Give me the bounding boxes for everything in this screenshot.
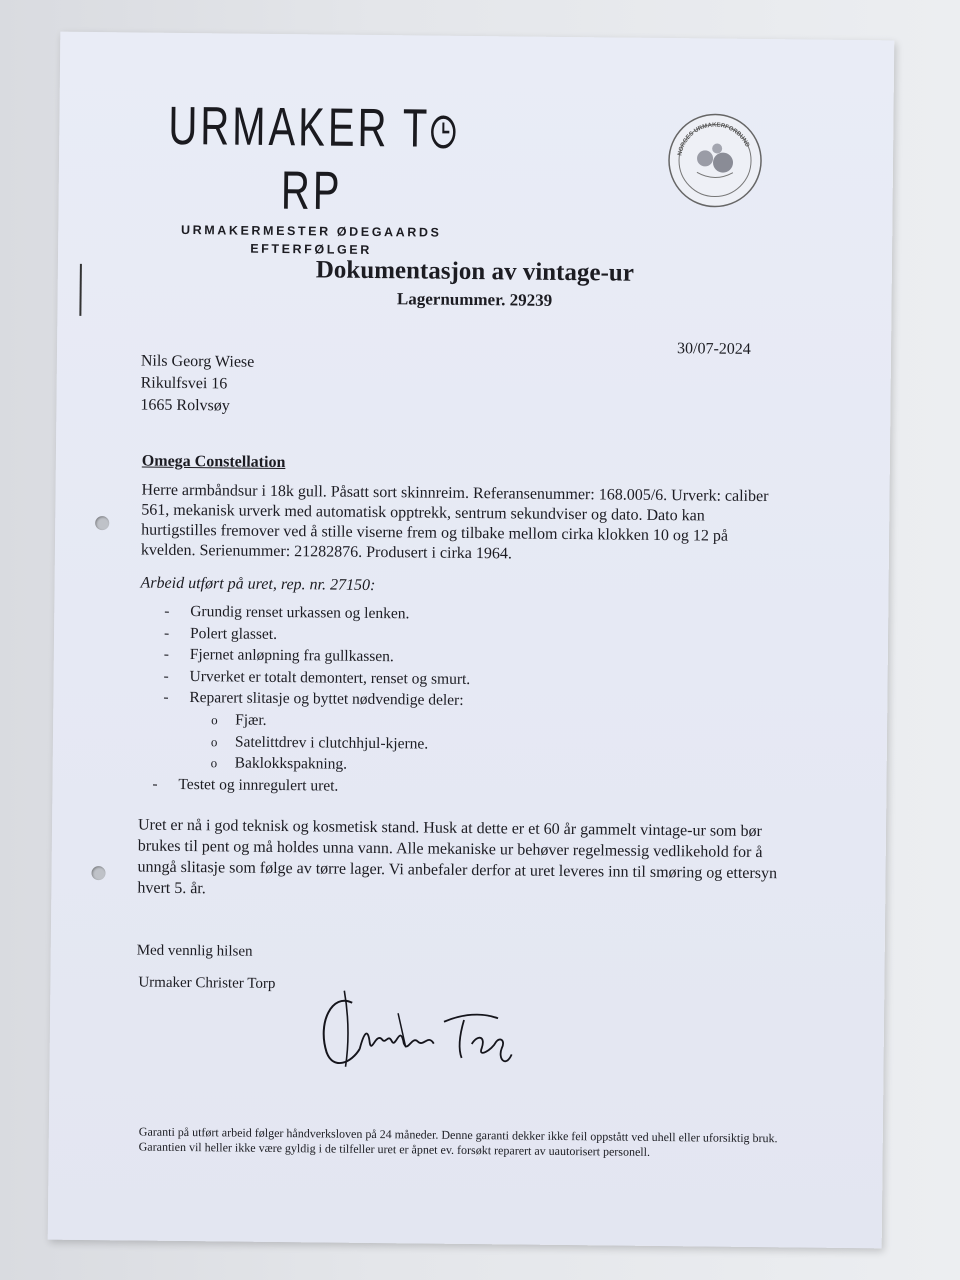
- list-item: - Reparert slitasje og byttet nødvendige deler:: [163, 689, 464, 710]
- greeting: Med vennlig hilsen: [136, 942, 253, 960]
- recipient-postal: 1665 Rolvsøy: [140, 396, 230, 415]
- brand-text: URMAKER T: [168, 96, 431, 159]
- recipient-name: Nils Georg Wiese: [140, 352, 255, 371]
- subtitle-line-1: URMAKERMESTER ØDEGAARDS: [180, 222, 442, 240]
- part-item: o Baklokkspakning.: [210, 754, 348, 773]
- punch-hole: [91, 866, 105, 880]
- recipient-address: [140, 351, 254, 418]
- list-item: - Fjernet anløpning fra gullkassen.: [163, 645, 394, 666]
- seal-text: NORGES URMAKERFORBUND: [677, 122, 751, 157]
- work-list: [152, 601, 764, 802]
- part-item: o Satelittdrev i clutchhjul-kjerne.: [210, 733, 429, 753]
- punch-hole: [95, 516, 109, 530]
- list-item: - Polert glasset.: [163, 624, 278, 643]
- work-heading: Arbeid utført på uret, rep. nr. 27150:: [140, 574, 376, 594]
- signer-name: Urmaker Christer Torp: [138, 974, 276, 992]
- guarantee-note: Garanti på utført arbeid følger håndverksloven på 24 måneder. Denne garanti dekker ikke feil oppstått ved uhell eller uforsiktig bruk. Garantien vil heller ikke være gyldig i de tilfeller uret er åpnet ev. forsøkt reparert av uautorisert personell.: [138, 1124, 778, 1159]
- document-page: [48, 32, 895, 1249]
- part-item: o Fjær.: [211, 711, 267, 729]
- document-title: Dokumentasjon av vintage-ur: [315, 256, 635, 287]
- brand-name: [166, 97, 457, 224]
- list-item: - Grundig renset urkassen og lenken.: [164, 602, 410, 623]
- stock-number: Lagernummer. 29239: [396, 289, 553, 310]
- closing-paragraph: Uret er nå i god teknisk og kosmetisk stand. Husk at dette er et 60 år gammelt vintage-ur som bør brukes til pent og må holdes unna vann. Alle mekaniske ur behøver regelmessig vedlikehold for å unngå slitasje som følge av tørre lager. Vi anbefaler derfor at uret leveres inn til smøring og ettersyn hvert 5. år.: [137, 816, 778, 898]
- list-item: - Testet og innregulert uret.: [152, 775, 339, 795]
- company-logo: [166, 96, 457, 260]
- document-date: 30/07-2024: [676, 340, 751, 358]
- list-item: - Urverket er totalt demontert, renset og smurt.: [163, 667, 471, 688]
- guild-seal-icon: [667, 112, 764, 209]
- subtitle-line-2: EFTERFØLGER: [250, 241, 372, 257]
- brand-text-end: RP: [280, 161, 343, 222]
- watch-model: Omega Constellation: [141, 452, 286, 472]
- company-subtitle: [166, 221, 456, 260]
- recipient-street: Rikulfsvei 16: [140, 374, 228, 393]
- handwritten-signature: [311, 982, 542, 1074]
- watch-description: Herre armbåndsur i 18k gull. Påsatt sort skinnreim. Referansenummer: 168.005/6. Urverk: caliber 561, mekanisk urverk med automatisk opptrekk, sentrum sekundviser og dato. Dato kan hurtigstilles fremover ved å stille viserne frem og tilbake mellom cirka klokken 10 og 12 på kvelden. Serienummer: 21282876. Produsert i cirka 1964.: [140, 481, 769, 563]
- clock-icon: [430, 102, 457, 163]
